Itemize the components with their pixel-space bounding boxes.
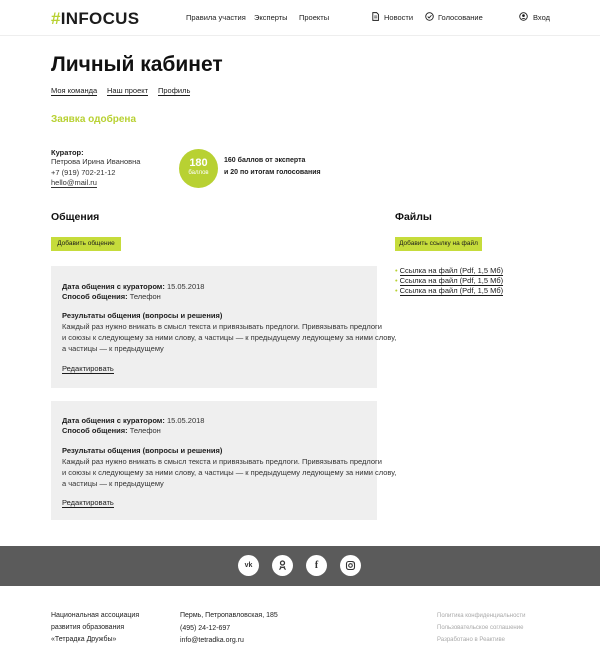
files-title: Файлы <box>395 211 432 223</box>
bullet-icon: • <box>395 266 398 275</box>
bullet-icon: • <box>395 276 398 285</box>
news-icon <box>371 12 380 21</box>
login-link[interactable]: Вход <box>533 13 550 22</box>
instagram-glyph <box>340 555 361 576</box>
meeting-method: Телефон <box>127 426 161 435</box>
edit-meeting-link[interactable]: Редактировать <box>62 498 114 507</box>
score-badge <box>179 149 218 188</box>
developer-link[interactable]: Разработано в Реактиве <box>437 637 505 643</box>
logo-hash: # <box>51 9 61 28</box>
meeting-results-text: Каждый раз нужно вникать в смысл текста и привязывать предлоги. Привязывать предлоги <box>62 322 382 331</box>
check-circle-icon <box>425 12 434 21</box>
social-bar <box>0 546 600 586</box>
odnoklassniki-icon[interactable] <box>272 555 293 576</box>
file-link[interactable]: Ссылка на файл (Pdf, 1,5 Мб) <box>399 276 504 285</box>
footer-email[interactable]: info@tetradka.org.ru <box>180 637 244 644</box>
page-title: Личный кабинет <box>51 53 223 76</box>
curator-name: Петрова Ирина Ивановна <box>51 157 141 166</box>
add-meeting-button[interactable]: Добавить общение <box>51 237 121 251</box>
meeting-date-label: Дата общения с куратором: <box>62 282 165 291</box>
nav-news-link[interactable]: Новости <box>384 13 414 22</box>
meeting-results-text: и союзы к следующему за ними слову, а частицы — к предыдущему ледующему за ними слову, <box>62 468 397 477</box>
file-item <box>395 286 503 295</box>
add-file-link-button[interactable]: Добавить ссылку на файл <box>395 237 482 251</box>
footer-org: развития образования <box>51 624 125 631</box>
score-value: 180 <box>189 157 208 169</box>
footer-org: «Тетрадка Дружбы» <box>51 636 117 643</box>
score-expert-text: 160 баллов от эксперта <box>224 157 306 164</box>
footer-address: Пермь, Петропавловская, 185 <box>180 612 278 619</box>
application-status: Заявка одобрена <box>51 114 137 125</box>
meeting-method-label: Способ общения: <box>62 292 128 301</box>
footer-phone: (495) 24-12-697 <box>180 625 231 632</box>
user-agreement-link[interactable]: Пользовательское соглашение <box>437 625 524 631</box>
meeting-results-label: Результаты общения (вопросы и решения) <box>62 311 223 320</box>
user-icon <box>519 12 528 21</box>
meeting-method-label: Способ общения: <box>62 426 128 435</box>
file-link[interactable]: Ссылка на файл (Pdf, 1,5 Мб) <box>399 266 504 275</box>
meeting-results-text: и союзы к следующему за ними слову, а частицы — к предыдущему ледующему за ними слову, <box>62 333 397 342</box>
file-link[interactable]: Ссылка на файл (Pdf, 1,5 Мб) <box>399 286 504 295</box>
site-header <box>0 0 600 36</box>
meeting-card <box>51 401 397 520</box>
meeting-results-label: Результаты общения (вопросы и решения) <box>62 446 223 455</box>
nav-experts-link[interactable]: Эксперты <box>254 13 288 22</box>
meeting-method: Телефон <box>127 292 161 301</box>
meeting-date: 15.05.2018 <box>164 282 205 291</box>
nav-projects-link[interactable]: Проекты <box>299 13 330 22</box>
tab-my-team[interactable]: Моя команда <box>51 86 98 95</box>
meeting-results-text: а частицы — к предыдущему <box>62 479 164 488</box>
nav-voting-link[interactable]: Голосование <box>438 13 483 22</box>
score-voting-text: и 20 по итогам голосования <box>224 169 321 176</box>
tab-profile[interactable]: Профиль <box>158 86 191 95</box>
score-unit: баллов <box>188 170 209 176</box>
privacy-policy-link[interactable]: Политика конфиденциальности <box>437 613 526 619</box>
nav-rules-link[interactable]: Правила участия <box>186 13 246 22</box>
meeting-card <box>51 266 397 388</box>
vk-icon[interactable]: vk <box>238 555 259 576</box>
meeting-date: 15.05.2018 <box>164 416 205 425</box>
file-item <box>395 276 503 285</box>
facebook-icon[interactable]: f <box>306 555 327 576</box>
meeting-date-label: Дата общения с куратором: <box>62 416 165 425</box>
odnoklassniki-glyph <box>272 555 293 576</box>
meeting-results-text: а частицы — к предыдущему <box>62 344 164 353</box>
curator-email-link[interactable]: hello@mail.ru <box>51 178 97 187</box>
tab-our-project[interactable]: Наш проект <box>107 86 149 95</box>
bullet-icon: • <box>395 286 398 295</box>
logo[interactable] <box>51 9 139 29</box>
file-item <box>395 266 503 275</box>
logo-text: INFOCUS <box>60 9 140 28</box>
curator-phone: +7 (919) 702-21-12 <box>51 168 116 177</box>
edit-meeting-link[interactable]: Редактировать <box>62 364 114 373</box>
instagram-icon[interactable] <box>340 555 361 576</box>
footer-org: Национальная ассоциация <box>51 612 140 619</box>
meetings-title: Общения <box>51 211 100 223</box>
meeting-results-text: Каждый раз нужно вникать в смысл текста и привязывать предлоги. Привязывать предлоги <box>62 457 382 466</box>
curator-label: Куратор: <box>51 148 84 157</box>
